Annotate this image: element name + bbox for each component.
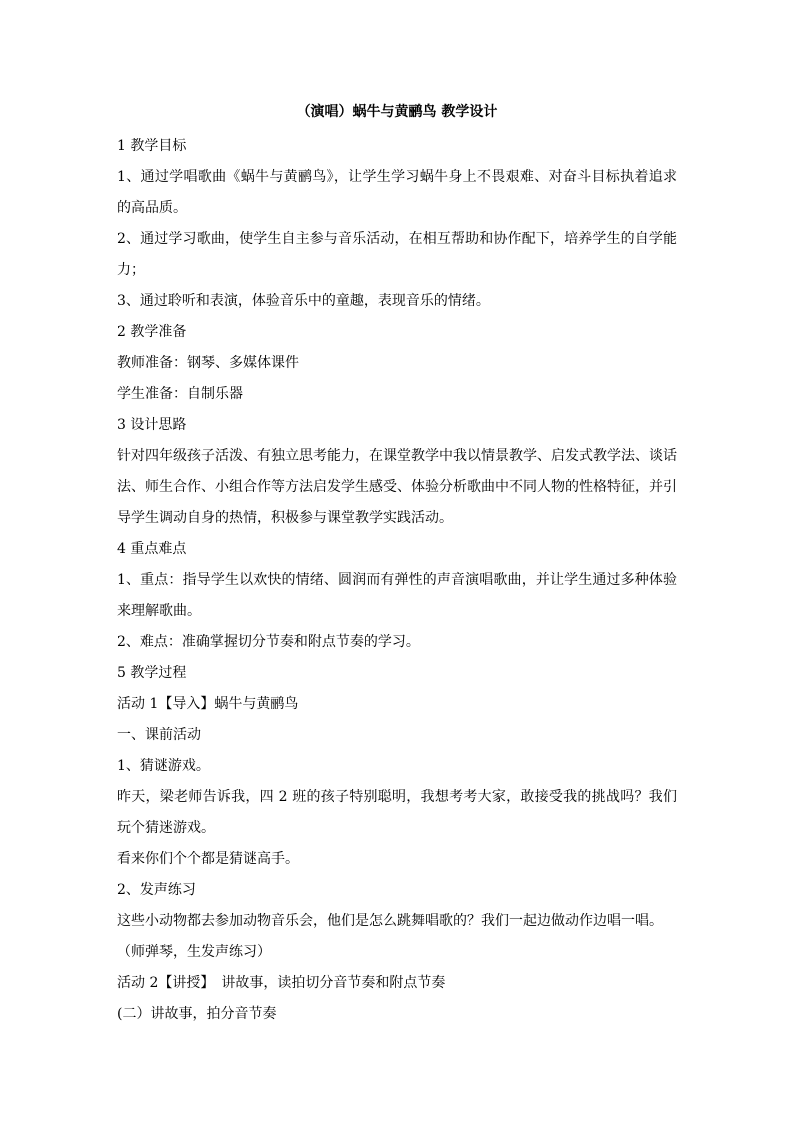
section-heading-process: 5 教学过程 bbox=[117, 665, 187, 681]
difficult-point: 2、难点：准确掌握切分节奏和附点节奏的学习。 bbox=[117, 634, 420, 650]
riddle-game-conclusion: 看来你们个个都是猜谜高手。 bbox=[117, 851, 299, 867]
section-heading-objectives: 1 教学目标 bbox=[117, 138, 187, 154]
riddle-game-heading: 1、猜谜游戏。 bbox=[117, 758, 210, 774]
vocal-practice-note: （师弹琴，生发声练习） bbox=[117, 944, 271, 960]
objective-1: 1、通过学唱歌曲《蜗牛与黄鹂鸟》，让学生学习蜗牛身上不畏艰难、对奋斗目标执着追求的高品质。 bbox=[117, 169, 677, 216]
objective-2: 2、通过学习歌曲，使学生自主参与音乐活动，在相互帮助和协作配下，培养学生的自学能力； bbox=[117, 231, 677, 278]
section-heading-key-points: 4 重点难点 bbox=[117, 541, 187, 557]
page-title: （演唱）蜗牛与黄鹂鸟 教学设计 bbox=[296, 104, 498, 120]
riddle-game-text: 昨天，梁老师告诉我，四 2 班的孩子特别聪明，我想考考大家，敢接受我的挑战吗？我们玩个猜迷游戏。 bbox=[117, 789, 677, 836]
design-idea-text: 针对四年级孩子活泼、有独立思考能力，在课堂教学中我以情景教学、启发式教学法、谈话法、师生合作、小组合作等方法启发学生感受、体验分析歌曲中不同人物的性格特征，并引导学生调动自身的热情，积极参与课堂教学实践活动。 bbox=[117, 448, 677, 526]
teacher-preparation: 教师准备：钢琴、多媒体课件 bbox=[117, 355, 299, 371]
student-preparation: 学生准备：自制乐器 bbox=[117, 386, 243, 402]
section-heading-design-idea: 3 设计思路 bbox=[117, 417, 187, 433]
objective-3: 3、通过聆听和表演，体验音乐中的童趣，表现音乐的情绪。 bbox=[117, 293, 490, 309]
activity-2-heading: 活动 2【讲授】 讲故事，读拍切分音节奏和附点节奏 bbox=[117, 975, 446, 991]
activity-1-heading: 活动 1【导入】蜗牛与黄鹂鸟 bbox=[117, 696, 299, 712]
storytelling-heading: (二）讲故事，拍分音节奏 bbox=[117, 1006, 277, 1022]
key-point: 1、重点：指导学生以欢快的情绪、圆润而有弹性的声音演唱歌曲，并让学生通过多种体验来理解歌曲。 bbox=[117, 572, 677, 619]
vocal-practice-text: 这些小动物都去参加动物音乐会，他们是怎么跳舞唱歌的？我们一起边做动作边唱一唱。 bbox=[117, 913, 663, 929]
section-heading-preparation: 2 教学准备 bbox=[117, 324, 187, 340]
pre-class-activity-heading: 一、课前活动 bbox=[117, 727, 201, 743]
document-body bbox=[117, 131, 677, 1030]
vocal-practice-heading: 2、发声练习 bbox=[117, 882, 196, 898]
